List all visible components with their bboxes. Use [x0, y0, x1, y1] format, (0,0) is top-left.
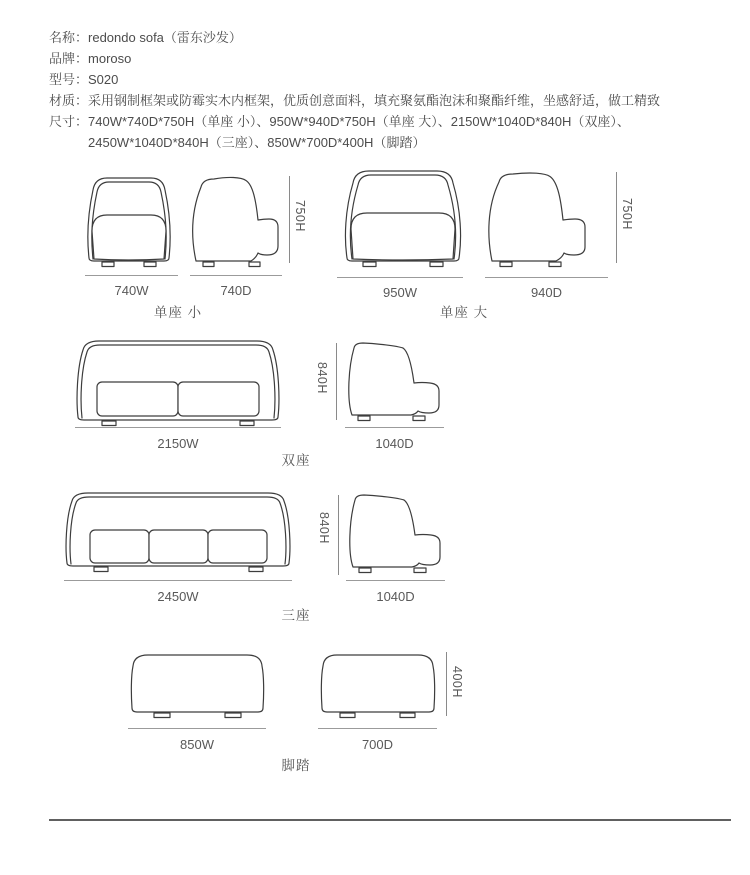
product-size-row: [49, 111, 709, 153]
height-dimension-line: [336, 343, 337, 420]
product-model-row: [49, 69, 709, 90]
seat-large-width-label: 950W: [383, 285, 417, 300]
three-seater-front-drawing: [64, 490, 292, 577]
height-dimension-line: [446, 652, 447, 716]
product-brand-row: [49, 48, 709, 69]
three-seater-depth-label: 1040D: [376, 589, 415, 604]
ottoman-height-label: 400H: [450, 666, 464, 698]
brand-value: moroso: [88, 51, 132, 66]
seat-small-width-label: 740W: [114, 283, 149, 298]
width-dimension-line: [75, 427, 281, 428]
name-value: redondo sofa（雷东沙发）: [88, 30, 242, 45]
model-value: S020: [88, 72, 119, 87]
seat-small-side-drawing: [190, 174, 282, 271]
depth-dimension-line: [345, 427, 444, 428]
brand-label: 品牌：: [49, 51, 89, 66]
two-seater-side-drawing: [345, 339, 444, 426]
seat-large-group-label: 单座 大: [439, 305, 489, 320]
width-dimension-line: [85, 275, 178, 276]
width-dimension-line: [128, 728, 266, 729]
depth-dimension-line: [318, 728, 437, 729]
product-material-row: [49, 90, 709, 111]
depth-dimension-line: [485, 277, 608, 278]
two-seater-front-drawing: [75, 338, 281, 431]
width-dimension-line: [64, 580, 292, 581]
name-label: 名称：: [49, 30, 89, 45]
depth-dimension-line: [346, 580, 445, 581]
product-name-row: [49, 27, 709, 48]
seat-small-depth-label: 740D: [220, 283, 252, 298]
three-seater-height-label: 840H: [317, 512, 331, 544]
two-seater-width-label: 2150W: [157, 436, 199, 451]
seat-small-front-drawing: [86, 174, 172, 271]
ottoman-side-drawing: [318, 650, 437, 722]
seat-large-height-label: 750H: [620, 198, 634, 230]
seat-small-height-label: 750H: [293, 200, 307, 232]
width-dimension-line: [337, 277, 463, 278]
ottoman-depth-label: 700D: [361, 737, 394, 752]
size-value-line1: 740W*740D*750H（单座 小）、950W*940D*750H（单座 大）、2150W*1040D*840H（双座）、: [88, 114, 630, 129]
size-label: 尺寸：: [49, 114, 89, 129]
two-seater-depth-label: 1040D: [375, 436, 414, 451]
seat-large-depth-label: 940D: [530, 285, 563, 300]
footer-divider: [49, 819, 731, 821]
height-dimension-line: [616, 172, 617, 263]
size-value-line2: 2450W*1040D*840H（三座）、850W*700D*400H（脚踏）: [88, 135, 426, 150]
two-seater-group-label: 双座: [281, 453, 311, 468]
depth-dimension-line: [190, 275, 282, 276]
seat-small-group-label: 单座 小: [153, 305, 203, 320]
seat-large-front-drawing: [344, 168, 462, 271]
three-seater-group-label: 三座: [281, 608, 311, 623]
material-value: 采用钢制框架或防霉实木内框架，优质创意面料，填充聚氨酯泡沫和聚酯纤维，坐感舒适，做工精致: [88, 93, 661, 108]
product-info: [49, 27, 709, 153]
height-dimension-line: [289, 176, 290, 263]
three-seater-side-drawing: [346, 491, 445, 578]
three-seater-width-label: 2450W: [157, 589, 199, 604]
ottoman-front-drawing: [128, 650, 267, 722]
ottoman-group-label: 脚踏: [281, 758, 311, 773]
model-label: 型号：: [49, 72, 89, 87]
seat-large-side-drawing: [486, 170, 606, 271]
material-label: 材质：: [49, 93, 89, 108]
two-seater-height-label: 840H: [315, 362, 329, 394]
ottoman-width-label: 850W: [180, 737, 214, 752]
size-value: [88, 111, 630, 153]
height-dimension-line: [338, 495, 339, 575]
